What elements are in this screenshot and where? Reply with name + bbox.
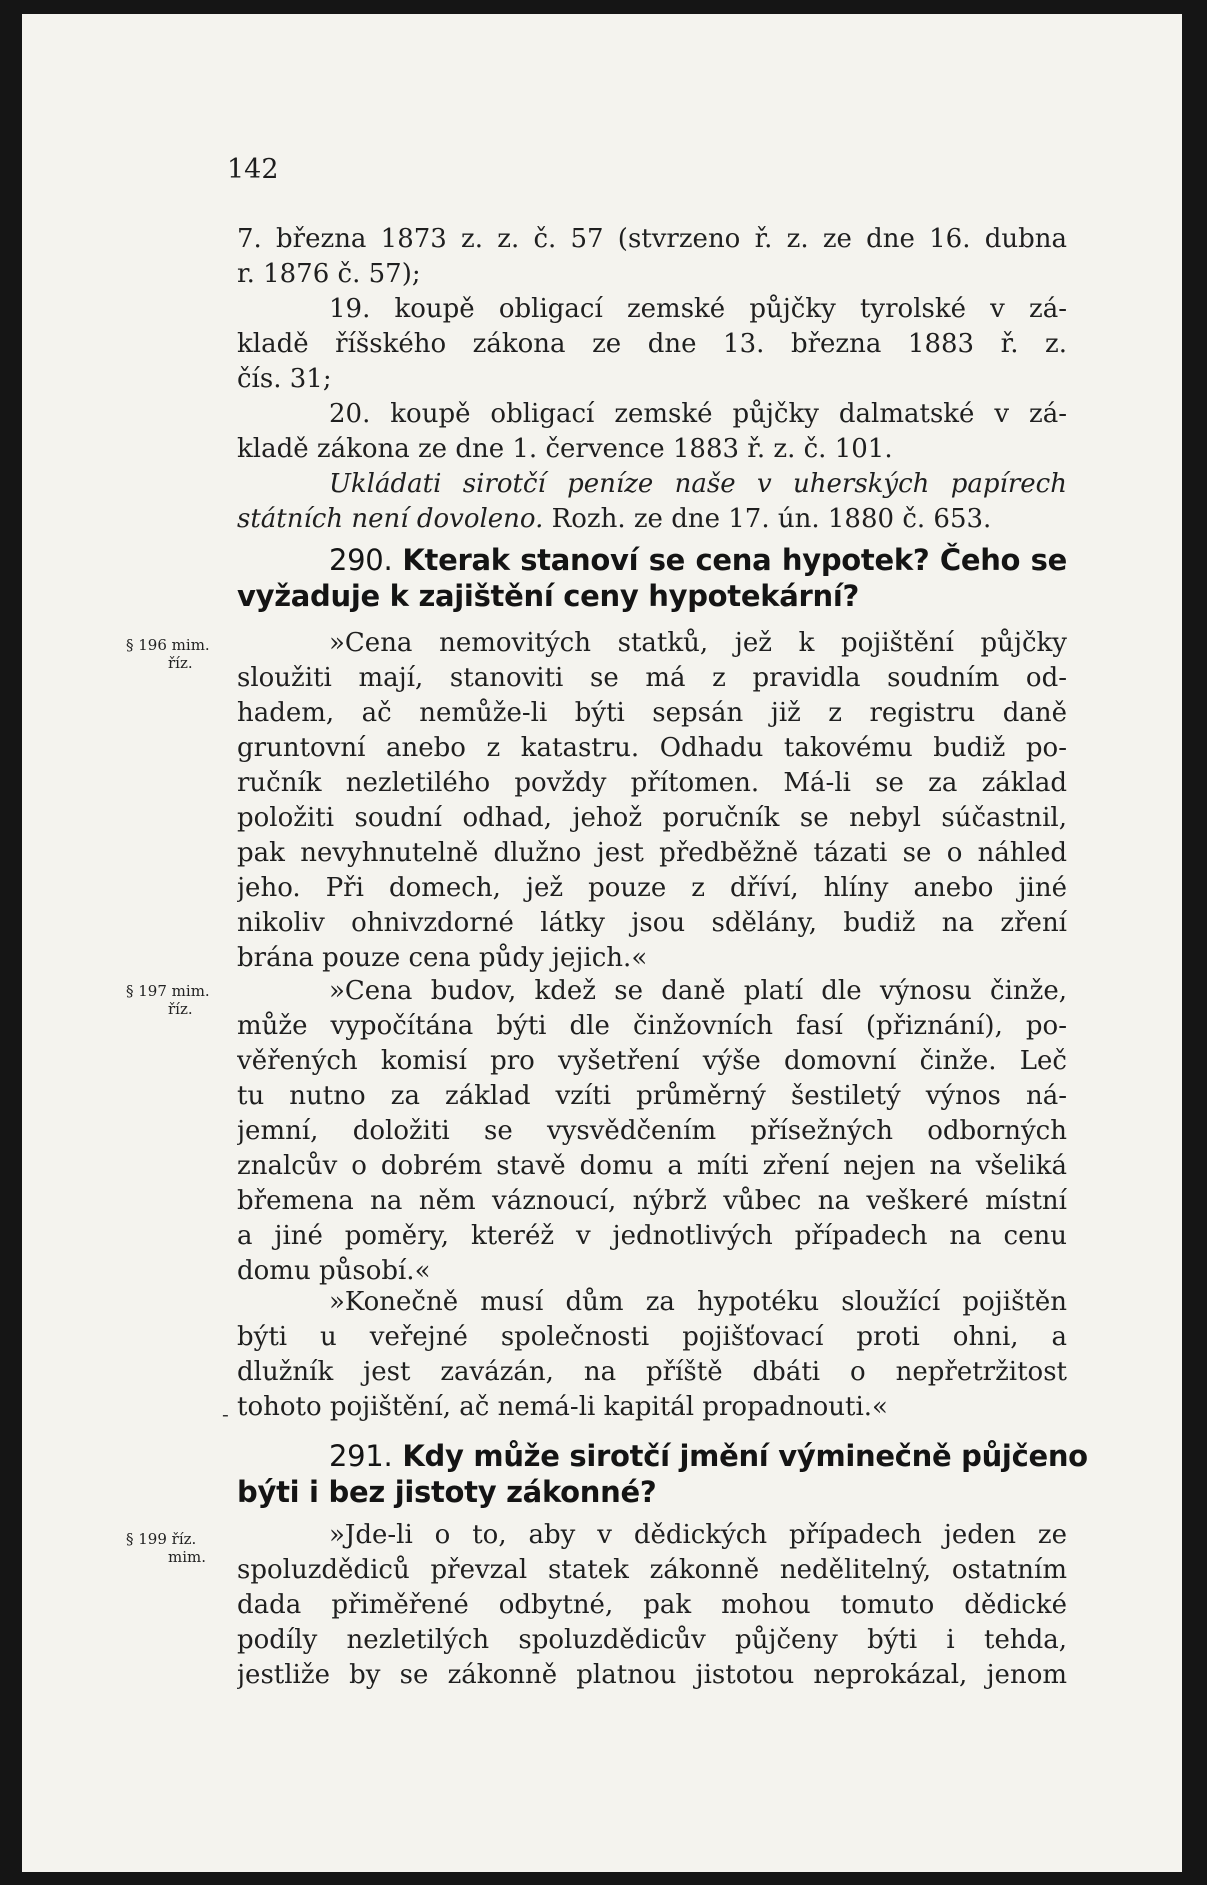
text-line: »Jde-li o to, aby v dědických případech jeden ze (329, 1520, 1067, 1550)
text-line: hadem, ač nemůže-li býti sepsán již z registru daně (237, 698, 1067, 728)
text-line: dlužník jest zavázán, na příště dbáti o nepřetržitost (237, 1357, 1067, 1387)
text-line: znalcův o dobrém stavě domu a míti zření nejen na všeliká (237, 1151, 1067, 1181)
margin-mark: ‑ (222, 1402, 229, 1426)
text-line: »Cena budov, kdež se daně platí dle výnosu činže, (329, 976, 1067, 1006)
heading-text: Kterak stanoví se cena hypotek? Čeho se (402, 543, 1067, 577)
margin-note-197 (126, 982, 236, 1018)
text-line: 20. koupě obligací zemské půjčky dalmatské v zá- (329, 399, 1067, 429)
text-line: břemena na něm váznoucí, nýbrž vůbec na veškeré místní (237, 1186, 1067, 1216)
text-line: sloužiti mají, stanoviti se má z pravidla soudním od- (237, 663, 1067, 693)
text-line: a jiné poměry, kteréž v jednotlivých případech na cenu (237, 1221, 1067, 1251)
text-line: ručník nezletilého povždy přítomen. Má-li se za základ (237, 768, 1067, 798)
text-line: gruntovní anebo z katastru. Odhadu takovému budiž po- (237, 733, 1067, 763)
heading-line: vyžaduje k zajištění ceny hypotekární? (237, 579, 859, 613)
text-line: jeho. Při domech, jež pouze z dříví, hlíny anebo jiné (237, 873, 1067, 903)
text-line: spoluzdědiců převzal statek zákonně nedělitelný, ostatním (237, 1555, 1067, 1585)
text-line: dada přiměřené odbytné, pak mohou tomuto dědické (237, 1590, 1067, 1620)
margin-ref: § 197 mim. (126, 982, 210, 1000)
italic-note: státních není dovoleno. (237, 504, 544, 534)
margin-note-199 (126, 1530, 236, 1566)
text-block-insurance (237, 1285, 1067, 1425)
text-line (237, 502, 1067, 537)
margin-ref: mim. (168, 1548, 207, 1566)
text-block-laws (237, 222, 1067, 537)
text-block-buildings (237, 974, 1067, 1289)
text-line: může vypočítána býti dle činžovních fasí (přiznání), po- (237, 1011, 1067, 1041)
heading-line (237, 1438, 1088, 1474)
text-line: býti u veřejné společnosti pojišťovací proti ohni, a (237, 1322, 1067, 1352)
text-line: »Cena nemovitých statků, jež k pojištění půjčky (329, 628, 1067, 658)
text-block-heirs (237, 1518, 1067, 1693)
margin-ref: říz. (168, 1000, 193, 1018)
section-number: 290. (329, 543, 393, 577)
text-line: podíly nezletilých spoluzdědicův půjčeny býti i tehda, (237, 1625, 1067, 1655)
section-heading-290 (237, 542, 1067, 614)
text-line: jemní, doložiti se vysvědčením přísežných odborných (237, 1116, 1067, 1146)
margin-ref: § 199 říz. (126, 1530, 197, 1548)
text-line: 19. koupě obligací zemské půjčky tyrolské v zá- (329, 294, 1067, 324)
text-line: Ukládati sirotčí peníze naše v uherských papírech (329, 469, 1067, 499)
text-line: domu působí.« (237, 1256, 431, 1286)
text-line: r. 1876 č. 57); (237, 259, 421, 289)
text-line: brána pouze cena půdy jejich.« (237, 943, 648, 973)
margin-ref: § 196 mim. (126, 636, 210, 654)
section-heading-291 (237, 1438, 1088, 1510)
margin-ref: říz. (168, 654, 193, 672)
heading-text: Kdy může sirotčí jmění výminečně půjčeno (402, 1439, 1088, 1473)
text-line: jestliže by se zákonně platnou jistotou neprokázal, jenom (237, 1660, 1067, 1690)
text-line: čís. 31; (237, 364, 332, 394)
section-number: 291. (329, 1439, 393, 1473)
text-line: kladě zákona ze dne 1. července 1883 ř. z. č. 101. (237, 434, 893, 464)
margin-note-196 (126, 636, 236, 672)
page-number: 142 (227, 154, 279, 185)
text-line: věřených komisí pro vyšetření výše domovní činže. Leč (237, 1046, 1067, 1076)
text-line: 7. března 1873 z. z. č. 57 (stvrzeno ř. z. ze dne 16. dubna (237, 224, 1067, 254)
text-line: pak nevyhnutelně dlužno jest předběžně tázati se o náhled (237, 838, 1067, 868)
text-line: položiti soudní odhad, jehož poručník se nebyl súčastnil, (237, 803, 1067, 833)
text-line: kladě říšského zákona ze dne 13. března 1883 ř. z. (237, 329, 1067, 359)
text-line: tu nutno za základ vzíti průměrný šestiletý výnos ná- (237, 1081, 1067, 1111)
heading-line: býti i bez jistoty zákonné? (237, 1475, 657, 1509)
decision-reference: Rozh. ze dne 17. ún. 1880 č. 653. (551, 504, 992, 534)
heading-line (237, 542, 1067, 578)
text-line: nikoliv ohnivzdorné látky jsou sdělány, budiž na zření (237, 908, 1067, 938)
text-line: »Konečně musí dům za hypotéku sloužící pojištěn (329, 1287, 1067, 1317)
text-block-estates (237, 626, 1067, 976)
text-line: tohoto pojištění, ač nemá-li kapitál propadnouti.« (237, 1392, 888, 1422)
book-page (22, 14, 1182, 1872)
